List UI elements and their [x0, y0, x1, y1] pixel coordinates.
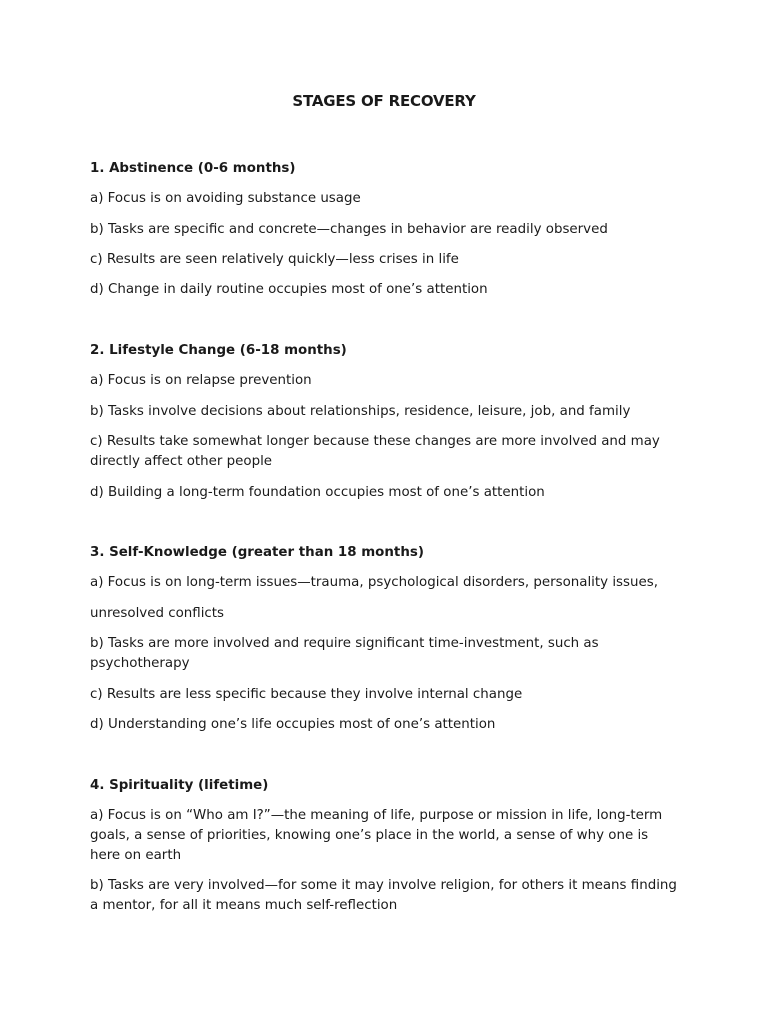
- list-item: b) Tasks are specific and concrete—changes in behavior are readily observed: [90, 222, 608, 237]
- list-item: d) Building a long-term foundation occupies most of one’s attention: [90, 485, 545, 500]
- list-item: unresolved conflicts: [90, 606, 225, 621]
- list-item: b) Tasks are more involved and require significant time-investment, such as psychotherapy: [90, 636, 599, 671]
- list-item: d) Understanding one’s life occupies most of one’s attention: [90, 717, 496, 732]
- list-item: c) Results take somewhat longer because these changes are more involved and may directly affect other people: [90, 434, 660, 469]
- list-item: d) Change in daily routine occupies most of one’s attention: [90, 282, 488, 297]
- document-title: STAGES OF RECOVERY: [292, 92, 476, 110]
- list-item: a) Focus is on relapse prevention: [90, 373, 312, 388]
- list-item: a) Focus is on “Who am I?”—the meaning of life, purpose or mission in life, long-term goals, a sense of priorities, knowing one’s place in the world, a sense of why one is here on earth: [90, 808, 663, 863]
- section-heading-self-knowledge: 3. Self-Knowledge (greater than 18 months): [90, 545, 424, 560]
- section-heading-abstinence: 1. Abstinence (0-6 months): [90, 161, 296, 176]
- section-heading-spirituality: 4. Spirituality (lifetime): [90, 778, 269, 793]
- section-heading-lifestyle-change: 2. Lifestyle Change (6-18 months): [90, 343, 347, 358]
- list-item: b) Tasks involve decisions about relationships, residence, leisure, job, and family: [90, 404, 631, 419]
- list-item: a) Focus is on avoiding substance usage: [90, 191, 361, 206]
- list-item: a) Focus is on long-term issues—trauma, psychological disorders, personality issues,: [90, 575, 658, 590]
- list-item: c) Results are seen relatively quickly—less crises in life: [90, 252, 459, 267]
- list-item: b) Tasks are very involved—for some it may involve religion, for others it means finding a mentor, for all it means much self-reflection: [90, 878, 677, 913]
- list-item: c) Results are less specific because they involve internal change: [90, 687, 523, 702]
